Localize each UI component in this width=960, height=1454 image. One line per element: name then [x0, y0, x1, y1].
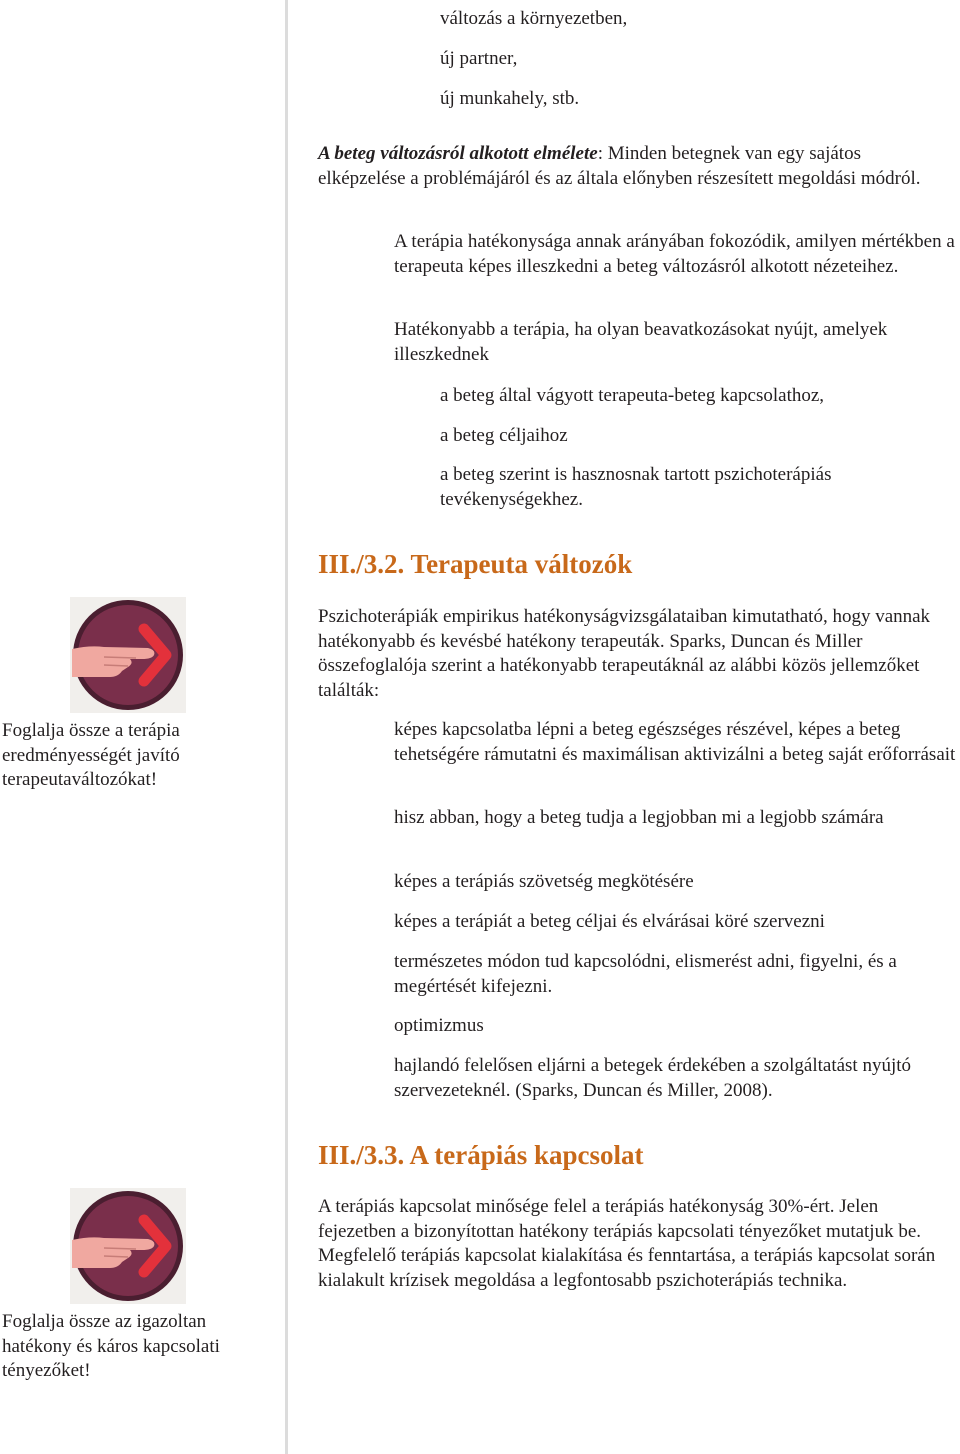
- section-heading: III./3.2. Terapeuta változók: [318, 549, 633, 579]
- list-item: természetes módon tud kapcsolódni, elismerést adni, figyelni, és a megértését kifejezni.: [394, 951, 897, 997]
- list-item: optimizmus: [394, 1015, 484, 1036]
- theory-term: A beteg változásról alkotott elmélete: [318, 143, 598, 164]
- margin-divider: [285, 0, 288, 1454]
- list-item: a beteg céljaihoz: [440, 425, 568, 446]
- sidebar-task: Foglalja össze az igazoltan hatékony és káros kapcsolati tényezőket!: [2, 1311, 220, 1381]
- list-item: új munkahely, stb.: [440, 88, 580, 109]
- list-item: hisz abban, hogy a beteg tudja a legjobban mi a legjobb számára: [394, 807, 884, 828]
- task-hand-icon: [70, 1188, 186, 1304]
- sidebar-task: Foglalja össze a terápia eredményességét javító terapeutaváltozókat!: [2, 720, 180, 790]
- section-heading: III./3.3. A terápiás kapcsolat: [318, 1140, 644, 1170]
- section3-intro: A terápiás kapcsolat minősége felel a terápiás hatékonyság 30%-ért. Jelen fejezetben a bizonyítottan hatékony terápiás kapcsolati tényezőket mutatjuk be. Megfelelő terápiás kapcsolat kialakítása és fenntartása, a terápiás kapcsolat során kialakult krízisek megoldása a legfontosabb pszichoterápiás technika.: [318, 1196, 936, 1291]
- list-item: képes a terápiás szövetség megkötésére: [394, 871, 694, 892]
- theory-text: : Minden betegnek van egy sajátos elképzelése a problémájáról és az általa előnyben részesített megoldási módról.: [318, 143, 921, 189]
- list-item: a beteg szerint is hasznosnak tartott pszichoterápiás tevékenységekhez.: [440, 464, 832, 510]
- list-item: változás a környezetben,: [440, 8, 628, 29]
- task-hand-icon: [70, 597, 186, 713]
- theory-paragraph: [318, 142, 943, 191]
- list-item: képes a terápiát a beteg céljai és elvárásai köré szervezni: [394, 911, 825, 932]
- intervention-paragraph: Hatékonyabb a terápia, ha olyan beavatkozásokat nyújt, amelyek illeszkednek: [394, 319, 888, 365]
- effectiveness-paragraph: A terápia hatékonysága annak arányában fokozódik, amilyen mértékben a terapeuta képes illeszkedni a beteg változásról alkotott nézeteihez.: [394, 231, 955, 277]
- section2-intro: Pszichoterápiák empirikus hatékonyságvizsgálataiban kimutatható, hogy vannak hatékonyabb és kevésbé hatékony terapeuták. Sparks, Duncan és Miller összefoglalója szerint a hatékonyabb terapeutáknál az alábbi közös jellemzőket találták:: [318, 606, 931, 701]
- list-item: hajlandó felelősen eljárni a betegek érdekében a szolgáltatást nyújtó szervezeteknél. (Sparks, Duncan és Miller, 2008).: [394, 1055, 912, 1101]
- list-item: új partner,: [440, 48, 518, 69]
- list-item: a beteg által vágyott terapeuta-beteg kapcsolathoz,: [440, 385, 825, 406]
- list-item: képes kapcsolatba lépni a beteg egészséges részével, képes a beteg tehetségére rámutatni és maximálisan aktivizálni a beteg saját erőforrásait: [394, 719, 956, 765]
